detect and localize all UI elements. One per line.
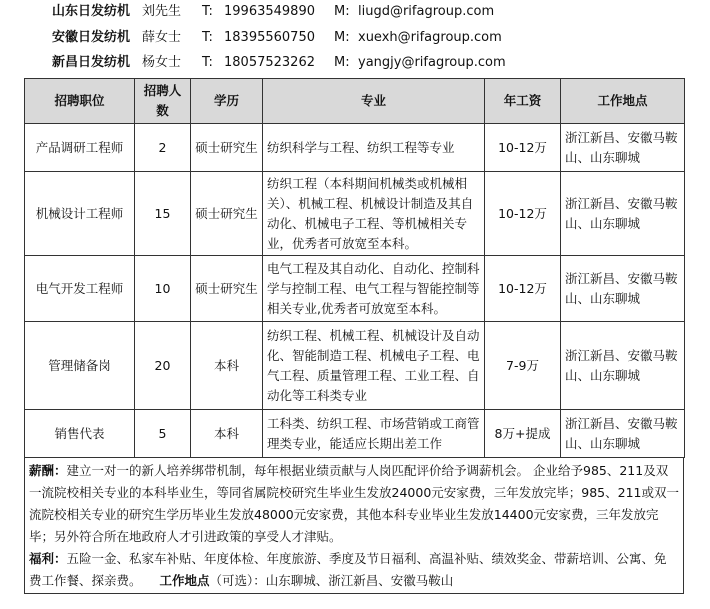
contact-email: liugd@rifagroup.com: [358, 4, 495, 19]
header-major: 专业: [263, 79, 485, 124]
contact-phone: 19963549890: [224, 4, 315, 19]
contact-name: 刘先生: [142, 4, 182, 19]
table-row: [25, 256, 685, 322]
mail-label: M:: [334, 55, 350, 70]
work-location-label: 工作地点: [159, 573, 210, 588]
cell-count: 20: [135, 322, 191, 410]
cell-location: 浙江新昌、安徽马鞍山、山东聊城: [561, 172, 685, 256]
tel-label: T:: [202, 30, 213, 45]
contact-region: 新昌日发纺机: [52, 55, 131, 70]
cell-salary: 7-9万: [485, 322, 561, 410]
cell-salary: 10-12万: [485, 172, 561, 256]
cell-count: 2: [135, 124, 191, 172]
table-header-row: [25, 79, 685, 124]
cell-education: 本科: [191, 322, 263, 410]
cell-major: 工科类、纺织工程、市场营销或工商管理类专业，能适应长期出差工作: [263, 410, 485, 458]
mail-label: M:: [334, 30, 350, 45]
contact-email: xuexh@rifagroup.com: [358, 30, 502, 45]
table-row: [25, 410, 685, 458]
welfare-text: 五险一金、私家车补贴、年度体检、年度旅游、季度及节日福利、高温补贴、绩效奖金、带薪培训、公寓、免费工作餐、探亲费。: [29, 551, 667, 588]
mail-label: M:: [334, 4, 350, 19]
header-count: 招聘人数: [135, 79, 191, 124]
cell-education: 硕士研究生: [191, 172, 263, 256]
cell-major: 纺织科学与工程、纺织工程等专业: [263, 124, 485, 172]
cell-education: 硕士研究生: [191, 256, 263, 322]
cell-location: 浙江新昌、安徽马鞍山、山东聊城: [561, 322, 685, 410]
table-row: [25, 172, 685, 256]
contact-shandong: [52, 2, 494, 22]
cell-position: 机械设计工程师: [25, 172, 135, 256]
cell-location: 浙江新昌、安徽马鞍山、山东聊城: [561, 124, 685, 172]
header-education: 学历: [191, 79, 263, 124]
cell-position: 产品调研工程师: [25, 124, 135, 172]
cell-education: 本科: [191, 410, 263, 458]
contact-phone: 18057523262: [224, 55, 315, 70]
cell-count: 15: [135, 172, 191, 256]
contact-xinchang: [52, 53, 506, 73]
cell-major: 电气工程及其自动化、自动化、控制科学与控制工程、电气工程与智能控制等相关专业,优秀者可放宽至本科。: [263, 256, 485, 322]
header-position: 招聘职位: [25, 79, 135, 124]
cell-count: 5: [135, 410, 191, 458]
welfare-label: 福利：: [29, 551, 67, 566]
cell-salary: 10-12万: [485, 256, 561, 322]
tel-label: T:: [202, 55, 213, 70]
table-row: [25, 322, 685, 410]
contact-anhui: [52, 28, 502, 48]
header-salary: 年工资: [485, 79, 561, 124]
job-table: [24, 78, 685, 458]
benefits-section: [24, 458, 684, 594]
cell-salary: 8万+提成: [485, 410, 561, 458]
work-location-text: （可选）：山东聊城、浙江新昌、安徽马鞍山: [209, 573, 454, 588]
pay-label: 薪酬：: [29, 463, 67, 478]
cell-position: 电气开发工程师: [25, 256, 135, 322]
contact-name: 杨女士: [142, 55, 182, 70]
contact-region: 安徽日发纺机: [52, 30, 131, 45]
pay-text: 建立一对一的新人培养绑带机制，每年根据业绩贡献与人岗匹配评价给予调薪机会。 企业给予985、211及双一流院校相关专业的本科毕业生，等同省属院校研究生毕业生发放24000元安家费，三年发放完毕；985、211或双一流院校相关专业的研究生学历毕业生发放48000元安家费，其他本科专业毕业生发放14400元安家费，三年发放完毕；另外符合所在地政府人才引进政策的享受人才津贴。: [29, 463, 679, 544]
cell-salary: 10-12万: [485, 124, 561, 172]
cell-education: 硕士研究生: [191, 124, 263, 172]
contact-phone: 18395560750: [224, 30, 315, 45]
table-row: [25, 124, 685, 172]
cell-position: 销售代表: [25, 410, 135, 458]
contact-region: 山东日发纺机: [52, 4, 131, 19]
header-location: 工作地点: [561, 79, 685, 124]
cell-major: 纺织工程、机械工程、机械设计及自动化、智能制造工程、机械电子工程、电气工程、质量管理工程、工业工程、自动化等工科类专业: [263, 322, 485, 410]
cell-major: 纺织工程（本科期间机械类或机械相关）、机械工程、机械设计制造及其自动化、机械电子工程、等机械相关专业，优秀者可放宽至本科。: [263, 172, 485, 256]
contact-email: yangjy@rifagroup.com: [358, 55, 506, 70]
contact-name: 薛女士: [142, 30, 182, 45]
tel-label: T:: [202, 4, 213, 19]
cell-position: 管理储备岗: [25, 322, 135, 410]
cell-location: 浙江新昌、安徽马鞍山、山东聊城: [561, 256, 685, 322]
cell-location: 浙江新昌、安徽马鞍山、山东聊城: [561, 410, 685, 458]
cell-count: 10: [135, 256, 191, 322]
